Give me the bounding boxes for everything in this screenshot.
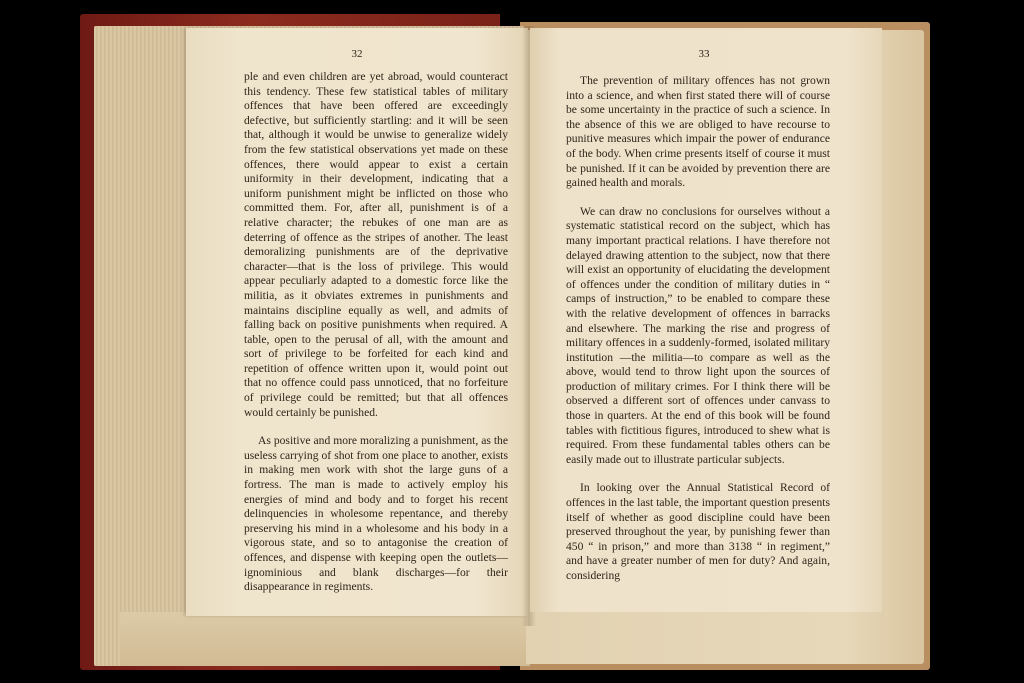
paragraph: The prevention of military offences has not grown into a science, and when first stated there will of course be some uncertainty in the practice of such a science. In the absence of this we are obliged to have recourse to punitive measures which impair the power of endurance of the body. When crime presents itself of course it must be punished. If it can be avoided by prevention there are gained health and morals. — [566, 74, 830, 190]
left-page-text — [244, 70, 508, 595]
paragraph: We can draw no conclusions for ourselves without a systematic statistical record on the subject, which has many important practical relations. I have therefore not delayed drawing attention to the subject, now that there will exist an opportunity of elucidating the development of offences under the condition of military duties in “ camps of instruction,” to be enabled to compare these with the relative development of offences in barracks and elsewhere. The marking the rise and progress of military offences in a suddenly-formed, isolated military institution —the militia—to compare as well as the above, would tend to throw light upon the sources of production of military crimes. For I think there will be observed a different sort of offences under canvass to those in quarters. At the end of this book will be found tables with fictitious figures, introduced to shew what is required. From these fundamental tables others can be easily made out to illustrate particular subjects. — [566, 204, 830, 466]
page-stack-bottom — [120, 612, 530, 666]
right-page — [530, 28, 882, 612]
paragraph: ple and even children are yet abroad, would counteract this tendency. These few statistical tables of military offences that have been offered are exceedingly defective, but sufficiently startling: and it will be seen that, although it would be unwise to generalize widely from the few statistical observations yet made on these offences, there would appear to exist a certain uniformity in their development, indicating that a uniform punishment might be inflicted on those who committed them. For, after all, punishment is of a relative character; the rebukes of one man are as deterring of offence as the stripes of another. The least demoralizing punishments are of the deprivative character—that is the loss of privilege. This would appear peculiarly adapted to a domestic force like the militia, as it obviates extremes in punishments and maintains discipline equally as well, and admits of falling back on positive punishments when required. A table, open to the perusal of all, with the amount and sort of privilege to be forfeited for each kind and repetition of offence written upon it, would point out that no offence could pass unnoticed, that no forfeiture of privilege could be remitted; but that all offences would certainly be punished. — [244, 70, 508, 419]
paragraph: As positive and more moralizing a punishment, as the useless carrying of shot from one place to another, exists in making men work with shot the large guns of a fortress. The man is made to actively employ his energies of mind and body and to forget his recent delinquencies in wholesome repentance, and thereby preserving his mind in a wholesome and his body in a vigorous state, and so to antagonise the creation of offences, and dispense with keeping open the outlets—ignominious and blank discharges—for their disappearance in regiments. — [244, 434, 508, 594]
page-number-left: 32 — [351, 48, 363, 60]
left-page — [186, 28, 528, 616]
right-page-text — [566, 74, 830, 584]
paragraph: In looking over the Annual Statistical Record of offences in the last table, the important question presents itself of whether as good discipline could have been preserved throughout the year, by punishing fewer than 450 “ in prison,” and more than 3138 “ in regiment,” and have a greater number of men for duty? And again, considering — [566, 481, 830, 582]
page-number-right: 33 — [698, 48, 710, 60]
